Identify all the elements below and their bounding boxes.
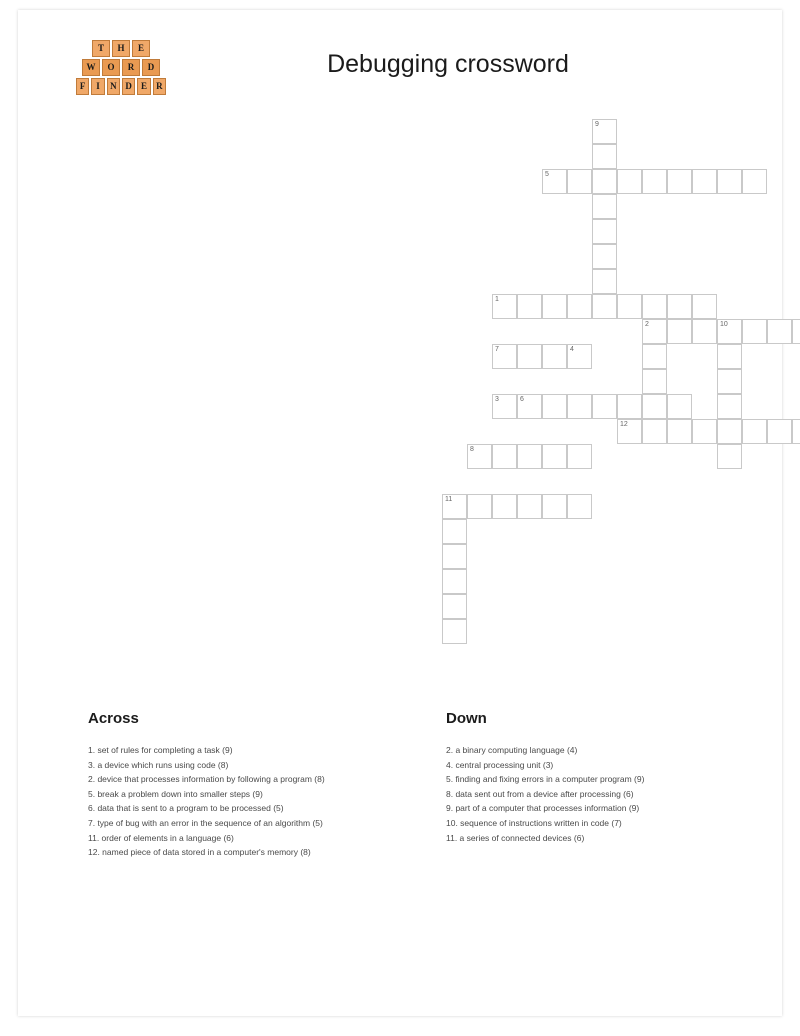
cell-number: 6 xyxy=(520,396,524,403)
crossword-cell[interactable] xyxy=(642,369,667,394)
crossword-cell[interactable] xyxy=(517,344,542,369)
crossword-cell[interactable] xyxy=(642,294,667,319)
cell-number: 9 xyxy=(595,121,599,128)
crossword-cell[interactable] xyxy=(742,319,767,344)
crossword-cell[interactable] xyxy=(717,169,742,194)
crossword-cell[interactable] xyxy=(442,619,467,644)
crossword-cell[interactable] xyxy=(442,544,467,569)
clue-item: 2. device that processes information by following a program (8) xyxy=(88,774,325,785)
crossword-cell[interactable] xyxy=(717,319,742,344)
crossword-cell[interactable] xyxy=(542,444,567,469)
crossword-cell[interactable] xyxy=(717,369,742,394)
crossword-cell[interactable] xyxy=(567,169,592,194)
crossword-cell[interactable] xyxy=(442,494,467,519)
cell-number: 5 xyxy=(545,171,549,178)
logo-tile: I xyxy=(91,78,104,95)
clues-down-list xyxy=(446,743,776,845)
clue-item: 9. part of a computer that processes information (9) xyxy=(446,803,640,814)
clue-item: 8. data sent out from a device after processing (6) xyxy=(446,788,634,799)
crossword-cell[interactable] xyxy=(592,294,617,319)
logo-tile: T xyxy=(92,40,110,57)
crossword-cell[interactable] xyxy=(692,294,717,319)
paper-sheet xyxy=(18,10,782,1016)
crossword-cell[interactable] xyxy=(767,419,792,444)
clue-item: 12. named piece of data stored in a computer's memory (8) xyxy=(88,847,311,858)
crossword-cell[interactable] xyxy=(592,244,617,269)
crossword-cell[interactable] xyxy=(592,394,617,419)
crossword-cell[interactable] xyxy=(442,569,467,594)
clue-item: 11. a series of connected devices (6) xyxy=(446,832,585,843)
crossword-cell[interactable] xyxy=(667,394,692,419)
crossword-cell[interactable] xyxy=(567,344,592,369)
crossword-cell[interactable] xyxy=(442,594,467,619)
logo-tile: D xyxy=(122,78,135,95)
logo-tile: H xyxy=(112,40,130,57)
clues-down xyxy=(446,710,776,845)
clue-item: 5. finding and fixing errors in a computer program (9) xyxy=(446,774,645,785)
logo-tile: N xyxy=(107,78,120,95)
clues-across-heading: Across xyxy=(88,710,139,727)
crossword-cell[interactable] xyxy=(542,344,567,369)
crossword-cell[interactable] xyxy=(692,419,717,444)
clue-item: 5. break a problem down into smaller steps (9) xyxy=(88,788,263,799)
crossword-cell[interactable] xyxy=(492,444,517,469)
crossword-cell[interactable] xyxy=(717,419,742,444)
crossword-cell[interactable] xyxy=(642,419,667,444)
crossword-cell[interactable] xyxy=(517,444,542,469)
crossword-cell[interactable] xyxy=(717,394,742,419)
clue-item: 10. sequence of instructions written in code (7) xyxy=(446,817,622,828)
cell-number: 10 xyxy=(720,321,728,328)
crossword-cell[interactable] xyxy=(642,394,667,419)
cell-number: 1 xyxy=(495,296,499,303)
crossword-cell[interactable] xyxy=(567,444,592,469)
crossword-cell[interactable] xyxy=(692,319,717,344)
crossword-cell[interactable] xyxy=(792,419,800,444)
logo-tile: E xyxy=(132,40,150,57)
logo-tile: F xyxy=(76,78,89,95)
crossword-cell[interactable] xyxy=(517,294,542,319)
cell-number: 8 xyxy=(470,446,474,453)
crossword-cell[interactable] xyxy=(492,494,517,519)
crossword-cell[interactable] xyxy=(742,169,767,194)
clue-item: 1. set of rules for completing a task (9) xyxy=(88,745,233,755)
clues-across xyxy=(88,710,418,860)
crossword-cell[interactable] xyxy=(642,344,667,369)
crossword-cell[interactable] xyxy=(617,419,642,444)
clues-across-list xyxy=(88,743,418,860)
crossword-cell[interactable] xyxy=(742,419,767,444)
crossword-cell[interactable] xyxy=(617,294,642,319)
crossword-cell[interactable] xyxy=(592,269,617,294)
crossword-grid[interactable] xyxy=(18,10,800,690)
crossword-cell[interactable] xyxy=(717,344,742,369)
logo-tile: R xyxy=(153,78,166,95)
crossword-cell[interactable] xyxy=(567,394,592,419)
crossword-cell[interactable] xyxy=(667,169,692,194)
crossword-cell[interactable] xyxy=(567,494,592,519)
crossword-cell[interactable] xyxy=(617,169,642,194)
crossword-cell[interactable] xyxy=(467,444,492,469)
cell-number: 7 xyxy=(495,346,499,353)
crossword-cell[interactable] xyxy=(617,394,642,419)
crossword-cell[interactable] xyxy=(492,394,517,419)
crossword-cell[interactable] xyxy=(517,494,542,519)
logo-tile: W xyxy=(82,59,100,76)
clue-item: 6. data that is sent to a program to be processed (5) xyxy=(88,803,284,814)
crossword-cell[interactable] xyxy=(642,169,667,194)
crossword-cell[interactable] xyxy=(667,294,692,319)
crossword-cell[interactable] xyxy=(467,494,492,519)
cell-number: 4 xyxy=(570,346,574,353)
cell-number: 11 xyxy=(445,496,453,503)
crossword-cell[interactable] xyxy=(717,444,742,469)
crossword-cell[interactable] xyxy=(667,319,692,344)
crossword-cell[interactable] xyxy=(667,419,692,444)
clue-item: 4. central processing unit (3) xyxy=(446,759,554,770)
crossword-cell[interactable] xyxy=(642,319,667,344)
cell-number: 2 xyxy=(645,321,649,328)
cell-number: 12 xyxy=(620,421,628,428)
logo-tile: R xyxy=(122,59,140,76)
logo-tile: O xyxy=(102,59,120,76)
clue-item: 11. order of elements in a language (6) xyxy=(88,832,234,843)
crossword-cell[interactable] xyxy=(592,219,617,244)
clue-item: 2. a binary computing language (4) xyxy=(446,745,578,755)
logo-tile: D xyxy=(142,59,160,76)
crossword-cell[interactable] xyxy=(592,169,617,194)
cell-number: 3 xyxy=(495,396,499,403)
crossword-cell[interactable] xyxy=(492,294,517,319)
crossword-cell[interactable] xyxy=(542,169,567,194)
crossword-cell[interactable] xyxy=(542,294,567,319)
crossword-cell[interactable] xyxy=(517,394,542,419)
crossword-cell[interactable] xyxy=(442,519,467,544)
logo-tile: E xyxy=(137,78,150,95)
clue-item: 7. type of bug with an error in the sequence of an algorithm (5) xyxy=(88,817,323,828)
crossword-cell[interactable] xyxy=(492,344,517,369)
clues-down-heading: Down xyxy=(446,710,487,727)
page-title: Debugging crossword xyxy=(327,50,569,78)
crossword-cell[interactable] xyxy=(542,494,567,519)
crossword-cell[interactable] xyxy=(592,119,617,144)
crossword-cell[interactable] xyxy=(542,394,567,419)
crossword-cell[interactable] xyxy=(592,144,617,169)
crossword-cell[interactable] xyxy=(792,319,800,344)
crossword-cell[interactable] xyxy=(692,169,717,194)
clue-item: 3. a device which runs using code (8) xyxy=(88,759,229,770)
crossword-cell[interactable] xyxy=(567,294,592,319)
crossword-cell[interactable] xyxy=(767,319,792,344)
crossword-cell[interactable] xyxy=(592,194,617,219)
